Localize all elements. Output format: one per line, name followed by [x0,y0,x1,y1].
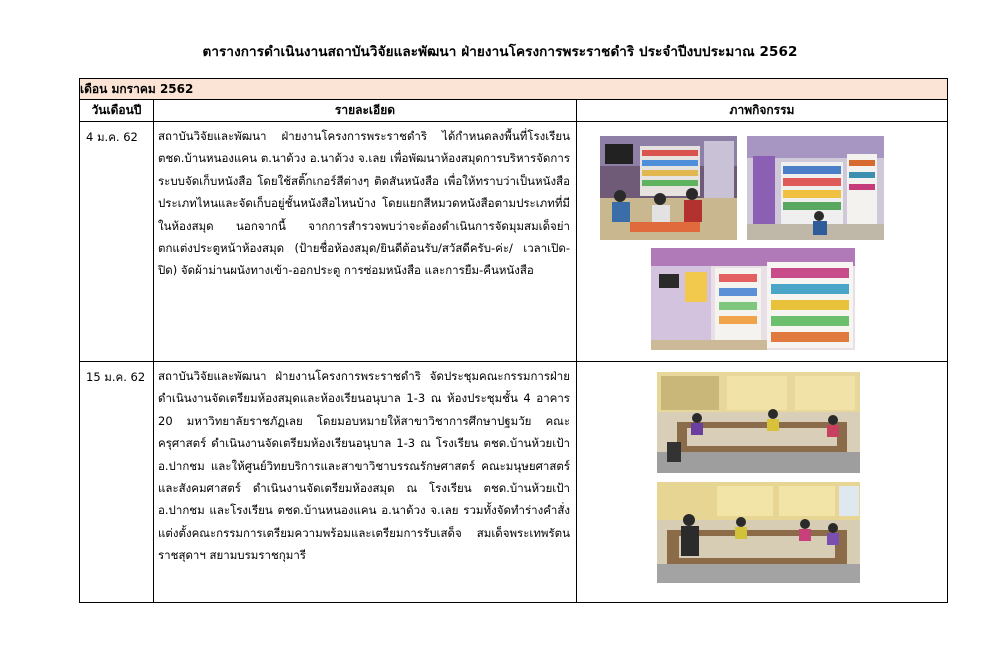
meeting-photo-2 [657,482,860,583]
photo-cell [577,122,948,362]
table-row [80,362,948,603]
row-date: 15 ม.ค. 62 [80,362,154,603]
row-date: 4 ม.ค. 62 [80,122,154,362]
photo-cell [577,362,948,603]
header-detail: รายละเอียด [154,100,577,122]
table-row [80,122,948,362]
activity-photo-library-2 [747,136,884,240]
activity-table [79,78,948,603]
month-row [80,79,948,100]
header-date: วันเดือนปี [80,100,154,122]
activity-photo-library-3 [651,248,855,350]
meeting-photo-1 [657,372,860,473]
table-header-row [80,100,948,122]
row-detail: สถาบันวิจัยและพัฒนา ฝ่ายงานโครงการพระราชดำริ ได้กำหนดลงพื้นที่โรงเรียน ตชด.บ้านหนองแคน ต.นาด้วง อ.นาด้วง จ.เลย เพื่อพัฒนาห้องสมุดการบริหารจัดการระบบจัดเก็บหนังสือ โดยใช้สติ๊กเกอร์สีต่างๆ ติดสันหนังสือ เพื่อให้ทราบว่าเป็นหนังสือประเภทไหนและจัดเก็บอยู่ชั้นหนังสือไหนบ้าง โดยแยกสีหมวดหนังสือตามประเภทที่มีในห้องสมุด นอกจากนี้ จากการสำรวจพบว่าจะต้องดำเนินการจัดมุมสมเด็จย่า ตกแต่งประตูหน้าห้องสมุด (ป้ายชื่อห้องสมุด/ยินดีต้อนรับ/สวัสดีครับ-ค่ะ/ เวลาเปิด-ปิด) จัดผ้าม่านผนังทางเข้า-ออกประตู การซ่อมหนังสือ และการยืม-คืนหนังสือ [154,122,577,362]
activity-photo-library-1 [600,136,737,240]
header-photos: ภาพกิจกรรม [577,100,948,122]
month-label: เดือน มกราคม 2562 [80,79,948,100]
page-title: ตารางการดำเนินงานสถาบันวิจัยและพัฒนา ฝ่ายงานโครงการพระราชดำริ ประจำปีงบประมาณ 2562 [202,44,798,60]
row-detail: สถาบันวิจัยและพัฒนา ฝ่ายงานโครงการพระราชดำริ จัดประชุมคณะกรรมการฝ่ายดำเนินงานจัดเตรียมห้องสมุดและห้องเรียนอนุบาล 1-3 ณ ห้องประชุมชั้น 4 อาคาร 20 มหาวิทยาลัยราชภัฏเลย โดยมอบหมายให้สาขาวิชาการศึกษาปฐมวัย คณะครุศาสตร์ ดำเนินงานจัดเตรียมห้องเรียนอนุบาล 1-3 ณ โรงเรียน ตชด.บ้านห้วยเป้า อ.ปากชม และให้ศูนย์วิทยบริการและสาขาวิชาบรรณรักษศาสตร์ คณะมนุษยศาสตร์และสังคมศาสตร์ ดำเนินงานจัดเตรียมห้องสมุด ณ โรงเรียน ตชด.บ้านห้วยเป้า อ.ปากชม และโรงเรียน ตชด.บ้านหนองแคน อ.นาด้วง จ.เลย รวมทั้งจัดทำร่างคำสั่งแต่งตั้งคณะกรรมการเตรียมความพร้อมและเตรียมการรับเสด็จ สมเด็จพระเทพรัตนราชสุดาฯ สยามบรมราชกุมารี [154,362,577,603]
